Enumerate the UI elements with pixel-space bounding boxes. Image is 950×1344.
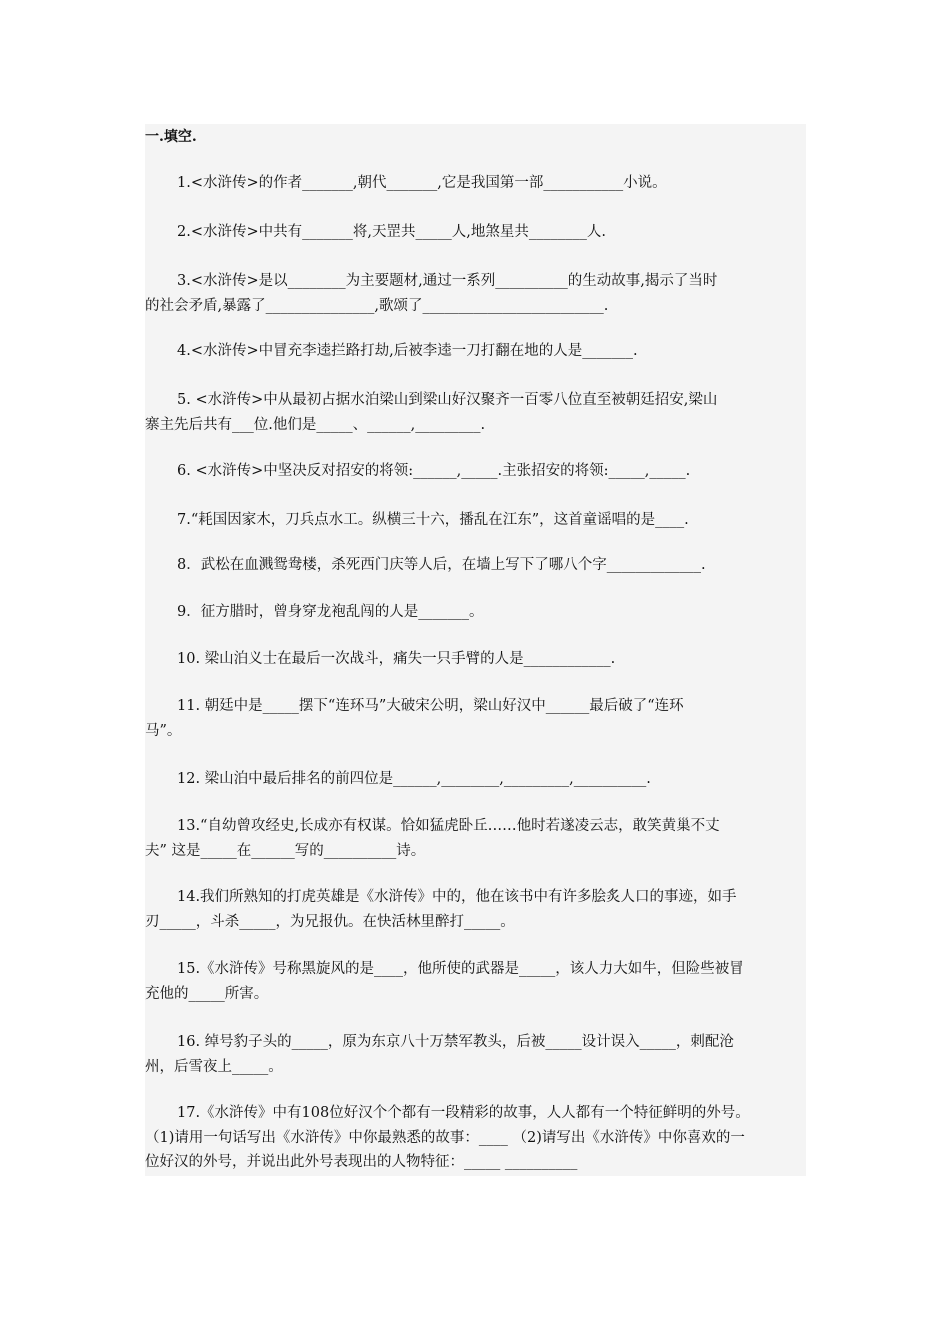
question-line: 8．武松在血溅鸳鸯楼，杀死西门庆等人后，在墙上写下了哪八个字_____________.	[177, 557, 706, 573]
question-line: 17.《水浒传》中有108位好汉个个都有一段精彩的故事，人人都有一个特征鲜明的外号。	[177, 1105, 750, 1121]
question-line: 10. 梁山泊义士在最后一次战斗，痛失一只手臂的人是____________.	[177, 651, 616, 667]
question-4	[145, 339, 807, 364]
question-line: 13.“自幼曾攻经史,长成亦有权谋。恰如猛虎卧丘……他时若遂凌云志，敢笑黄巢不丈	[177, 818, 720, 834]
question-16	[145, 1030, 807, 1079]
question-line: 夫” 这是_____在______写的__________诗。	[145, 842, 426, 859]
question-8	[145, 553, 807, 578]
question-line: （1)请用一句话写出《水浒传》中你最熟悉的故事：____ （2)请写出《水浒传》中你喜欢的一	[145, 1129, 745, 1146]
question-13	[145, 814, 807, 863]
question-9	[145, 600, 807, 625]
question-line: 充他的_____所害。	[145, 985, 269, 1002]
section-title: 一.填空.	[145, 129, 197, 145]
question-line: 马”。	[145, 722, 182, 739]
question-line: 11. 朝廷中是_____摆下“连环马”大破宋公明，梁山好汉中______最后破了“连环	[177, 698, 684, 714]
question-line: 16. 绰号豹子头的_____，原为东京八十万禁军教头，后被_____设计误入_____，刺配沧	[177, 1034, 734, 1050]
question-line: 9．征方腊时，曾身穿龙袍乱闯的人是_______。	[177, 604, 484, 620]
question-14	[145, 885, 807, 934]
question-10	[145, 647, 807, 672]
question-line: 3.<水浒传>是以________为主要题材,通过一系列__________的生动故事,揭示了当时	[177, 273, 718, 289]
question-line: 4.<水浒传>中冒充李逵拦路打劫,后被李逵一刀打翻在地的人是_______.	[177, 343, 638, 359]
question-line: 15.《水浒传》号称黑旋风的是____，他所使的武器是_____，该人力大如牛，但险些被冒	[177, 961, 744, 977]
question-line: 的社会矛盾,暴露了_______________,歌颂了_________________________.	[145, 297, 609, 314]
question-line: 州，后雪夜上_____。	[145, 1058, 283, 1075]
question-15	[145, 957, 807, 1006]
question-12	[145, 767, 807, 792]
question-line: 位好汉的外号，并说出此外号表现出的人物特征：_____ __________	[145, 1154, 578, 1170]
question-line: 5. <水浒传>中从最初占据水泊梁山到梁山好汉聚齐一百零八位直至被朝廷招安,梁山	[177, 392, 718, 408]
question-3	[145, 269, 807, 318]
question-line: 2.<水浒传>中共有_______将,天罡共_____人,地煞星共________人.	[177, 224, 606, 240]
question-line: 6. <水浒传>中坚决反对招安的将领:______,_____.主张招安的将领:_____,_____.	[177, 463, 691, 479]
question-line: 7.“耗国因家木，刀兵点水工。纵横三十六，播乱在江东”，这首童谣唱的是____.	[177, 512, 689, 528]
question-line: 寨主先后共有___位.他们是_____、______,_________.	[145, 416, 486, 433]
question-line: 1.<水浒传>的作者_______,朝代_______,它是我国第一部___________小说。	[177, 175, 667, 191]
question-7	[145, 508, 807, 533]
question-line: 14.我们所熟知的打虎英雄是《水浒传》中的，他在该书中有许多脍炙人口的事迹，如手	[177, 889, 737, 905]
question-5	[145, 388, 807, 437]
question-line: 12. 梁山泊中最后排名的前四位是______,________,_________,__________.	[177, 771, 651, 787]
question-line: 刃_____，斗杀_____，为兄报仇。在快活林里醉打_____。	[145, 913, 515, 930]
question-6	[145, 459, 807, 484]
question-17	[145, 1101, 807, 1175]
question-1	[145, 171, 807, 196]
question-2	[145, 220, 807, 245]
question-11	[145, 694, 807, 743]
